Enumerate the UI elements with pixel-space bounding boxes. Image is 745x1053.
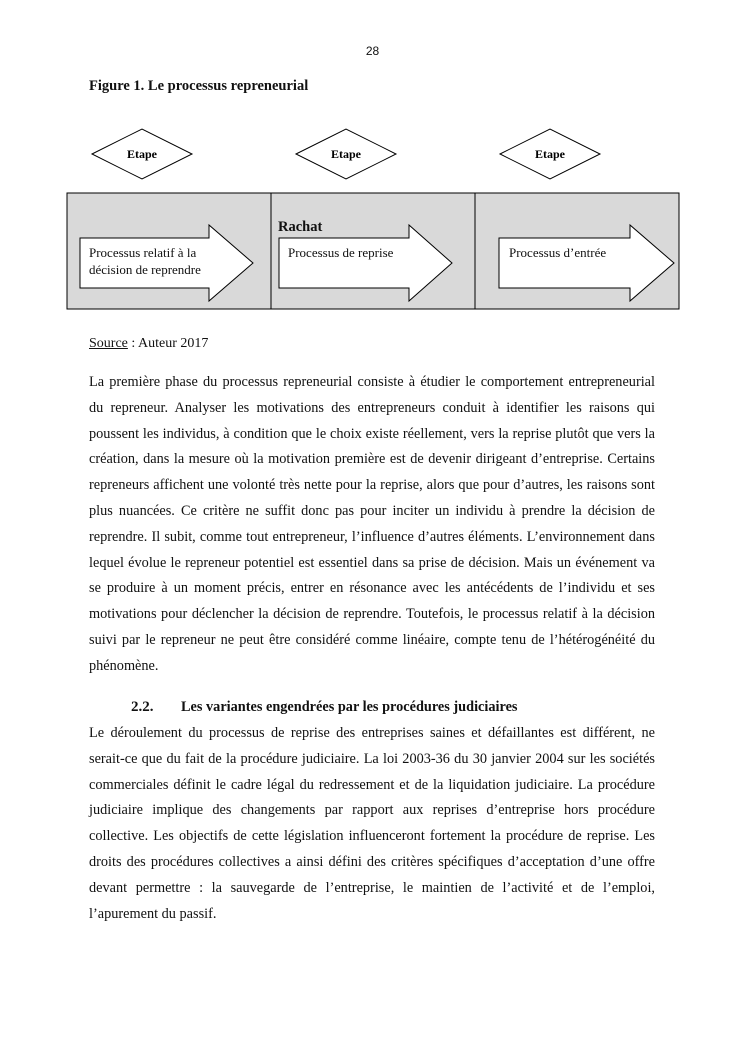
figure-title: Figure 1. Le processus repreneurial <box>89 78 309 94</box>
stage-3-diamond-label: Etape <box>535 147 565 161</box>
paragraph-1: La première phase du processus repreneurial consiste à étudier le comportement entrepreneurial du repreneur. Analyser les motivations des entrepreneurs conduit à identifier les raisons qui poussent les individus, à condition que le choix existe réellement, vers la reprise plutôt que vers la création, dans la mesure où la motivation première est de devenir dirigeant d’entreprise. Certains repreneurs affichent une volonté très nette pour la reprise, alors que pour d’autres, les raisons sont plus nuancées. Ce critère ne suffit donc pas pour inciter un individu à prendre la décision de reprendre. Il subit, comme tout entrepreneur, l’influence d’autres éléments. L’environnement dans lequel évolue le repreneur potentiel est essentiel dans sa prise de décision. Mais un événement va se produire à un moment précis, entrer en résonance avec les antécédents de l’individu et ses motivations pour déclencher la décision de reprendre. Toutefois, le processus relatif à la décision suivi par le repreneur ne peut être considéré comme linéaire, compte tenu de l’hétérogénéité du phénomène. <box>89 374 655 674</box>
process-diagram-svg <box>0 126 745 316</box>
stage-2-arrow-label-line-1: Processus de reprise <box>288 245 394 260</box>
stage-2-diamond-label: Etape <box>331 147 361 161</box>
section-number: 2.2. <box>131 699 154 715</box>
stage-3-arrow-label-line-1: Processus d’entrée <box>509 245 607 260</box>
stage-1-arrow-label-line-2: décision de reprendre <box>89 262 201 277</box>
source-label: Source <box>89 336 128 351</box>
stage-2-arrow-label <box>288 244 393 261</box>
stage-1-diamond-label: Etape <box>127 147 157 161</box>
process-diagram <box>0 126 745 316</box>
stage-1-arrow-label <box>89 244 201 278</box>
stage-3-arrow-label <box>509 244 606 261</box>
page-number: 28 <box>365 44 380 58</box>
figure-source <box>89 336 208 352</box>
stage-1-arrow-label-line-1: Processus relatif à la <box>89 245 197 260</box>
section-heading <box>131 699 518 716</box>
source-text: : Auteur 2017 <box>127 336 209 351</box>
section-title: Les variantes engendrées par les procédures judiciaires <box>181 699 518 715</box>
rachat-label: Rachat <box>278 219 323 235</box>
paragraph-2: Le déroulement du processus de reprise des entreprises saines et défaillantes est différent, ne serait-ce que du fait de la procédure judiciaire. La loi 2003-36 du 30 janvier 2004 sur les sociétés commerciales définit le cadre légal du redressement et de la liquidation judiciaire. La procédure judiciaire implique des changements par rapport aux reprises d’entreprise hors procédure collective. Les objectifs de cette législation influenceront fortement la procédure de reprise. Les droits des procédures collectives a ainsi défini des critères spécifiques d’acceptation d’une offre devant permettre : la sauvegarde de l’entreprise, le maintien de l’activité et de l’emploi, l’apurement du passif. <box>89 725 655 922</box>
